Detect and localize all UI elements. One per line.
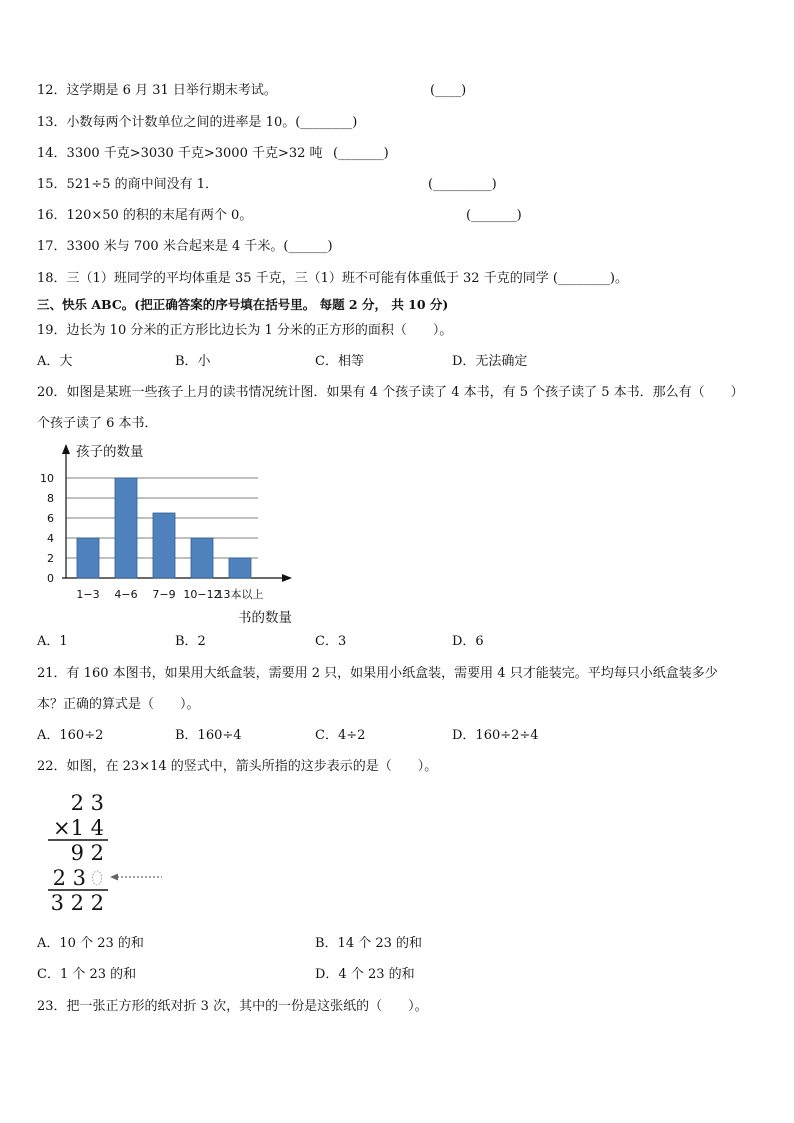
bar (153, 513, 175, 578)
y-axis-arrow-icon (62, 444, 70, 454)
y-tick-label: 8 (47, 492, 54, 505)
vm-row-product: 3 2 2 (50, 891, 104, 915)
q20-option-d[interactable]: D．6 (452, 634, 484, 649)
q19-option-a[interactable]: A．大 (37, 354, 73, 369)
question-21-line2: 本？正确的算式是（ ）。 (37, 697, 200, 712)
question-18: 18．三（1）班同学的平均体重是 35 千克，三（1）班不可能有体重低于 32 千克的同学 (________)。 (37, 271, 628, 286)
x-axis-label: 书的数量 (238, 610, 292, 626)
y-axis-label: 孩子的数量 (76, 444, 144, 460)
bar (229, 558, 251, 578)
x-tick-label: 4−6 (114, 588, 138, 601)
arrow-pointer-icon (110, 874, 162, 881)
x-tick-label: 1−3 (76, 588, 100, 601)
bar-chart (30, 440, 310, 630)
x-tick-label: 10−12 (183, 588, 221, 601)
question-13: 13．小数每两个计数单位之间的进率是 10。(________) (37, 115, 358, 130)
question-17: 17．3300 米与 700 米合起来是 4 千米。(______) (37, 239, 333, 254)
answer-blank-16[interactable]: (_______) (466, 208, 522, 223)
answer-blank-14[interactable]: (_______) (333, 146, 389, 161)
vm-row-multiplier: ×1 4 (53, 816, 104, 840)
bar (191, 538, 213, 578)
y-tick-label: 10 (40, 472, 54, 485)
answer-blank-12[interactable]: (____) (430, 83, 467, 98)
question-19: 19．边长为 10 分米的正方形比边长为 1 分米的正方形的面积（ ）。 (37, 323, 453, 338)
q22-option-a[interactable]: A．10 个 23 的和 (37, 936, 144, 951)
y-tick-label: 4 (47, 532, 54, 545)
x-tick-label: 13本以上 (216, 588, 264, 601)
y-tick-label: 0 (47, 572, 54, 585)
question-22: 22．如图，在 23×14 的竖式中，箭头所指的这步表示的是（ ）。 (37, 759, 438, 774)
question-23: 23．把一张正方形的纸对折 3 次，其中的一份是这张纸的（ ）。 (37, 999, 428, 1014)
q20-option-c[interactable]: C．3 (315, 634, 347, 649)
q22-option-d[interactable]: D．4 个 23 的和 (315, 967, 415, 982)
question-20-line2: 个孩子读了 6 本书． (37, 416, 158, 431)
question-21-line1: 21．有 160 本图书，如果用大纸盒装，需要用 2 只，如果用小纸盒装，需要用 4 只才能装完。平均每只小纸盒装多少 (37, 666, 718, 681)
q19-option-b[interactable]: B．小 (175, 354, 211, 369)
q20-option-a[interactable]: A．1 (37, 634, 68, 649)
q19-option-c[interactable]: C．相等 (315, 354, 364, 369)
question-20-line1: 20．如图是某班一些孩子上月的读书情况统计图．如果有 4 个孩子读了 4 本书，有 5 个孩子读了 5 本书．那么有（ ） (37, 385, 744, 400)
y-tick-label: 6 (47, 512, 54, 525)
question-16: 16．120×50 的积的末尾有两个 0。 (37, 208, 253, 223)
x-tick-label: 7−9 (152, 588, 176, 601)
dotted-zero-icon (93, 871, 102, 885)
q22-option-b[interactable]: B．14 个 23 的和 (315, 936, 423, 951)
question-14: 14．3300 千克>3030 千克>3000 千克>32 吨 (37, 146, 323, 161)
answer-blank-15[interactable]: (_________) (428, 177, 497, 192)
question-12: 12．这学期是 6 月 31 日举行期末考试。 (37, 83, 277, 98)
vertical-multiplication (40, 788, 180, 918)
bar (77, 538, 99, 578)
q21-option-c[interactable]: C．4÷2 (315, 728, 366, 743)
q21-option-a[interactable]: A．160÷2 (37, 728, 104, 743)
question-15: 15．521÷5 的商中间没有 1． (37, 177, 219, 192)
vm-row-partial-1: 9 2 (70, 841, 104, 865)
q20-option-b[interactable]: B．2 (175, 634, 206, 649)
section-heading: 三、快乐 ABC。(把正确答案的序号填在括号里。 每题 2 分， 共 10 分) (37, 297, 449, 312)
bar (115, 478, 137, 578)
q22-option-c[interactable]: C．1 个 23 的和 (37, 967, 137, 982)
y-tick-label: 2 (47, 552, 54, 565)
q21-option-b[interactable]: B．160÷4 (175, 728, 242, 743)
q19-option-d[interactable]: D．无法确定 (452, 354, 528, 369)
vm-row-multiplicand: 2 3 (70, 791, 104, 815)
vm-row-partial-2: 2 3 (52, 866, 86, 890)
q21-option-d[interactable]: D．160÷2÷4 (452, 728, 539, 743)
x-axis-arrow-icon (282, 574, 292, 582)
